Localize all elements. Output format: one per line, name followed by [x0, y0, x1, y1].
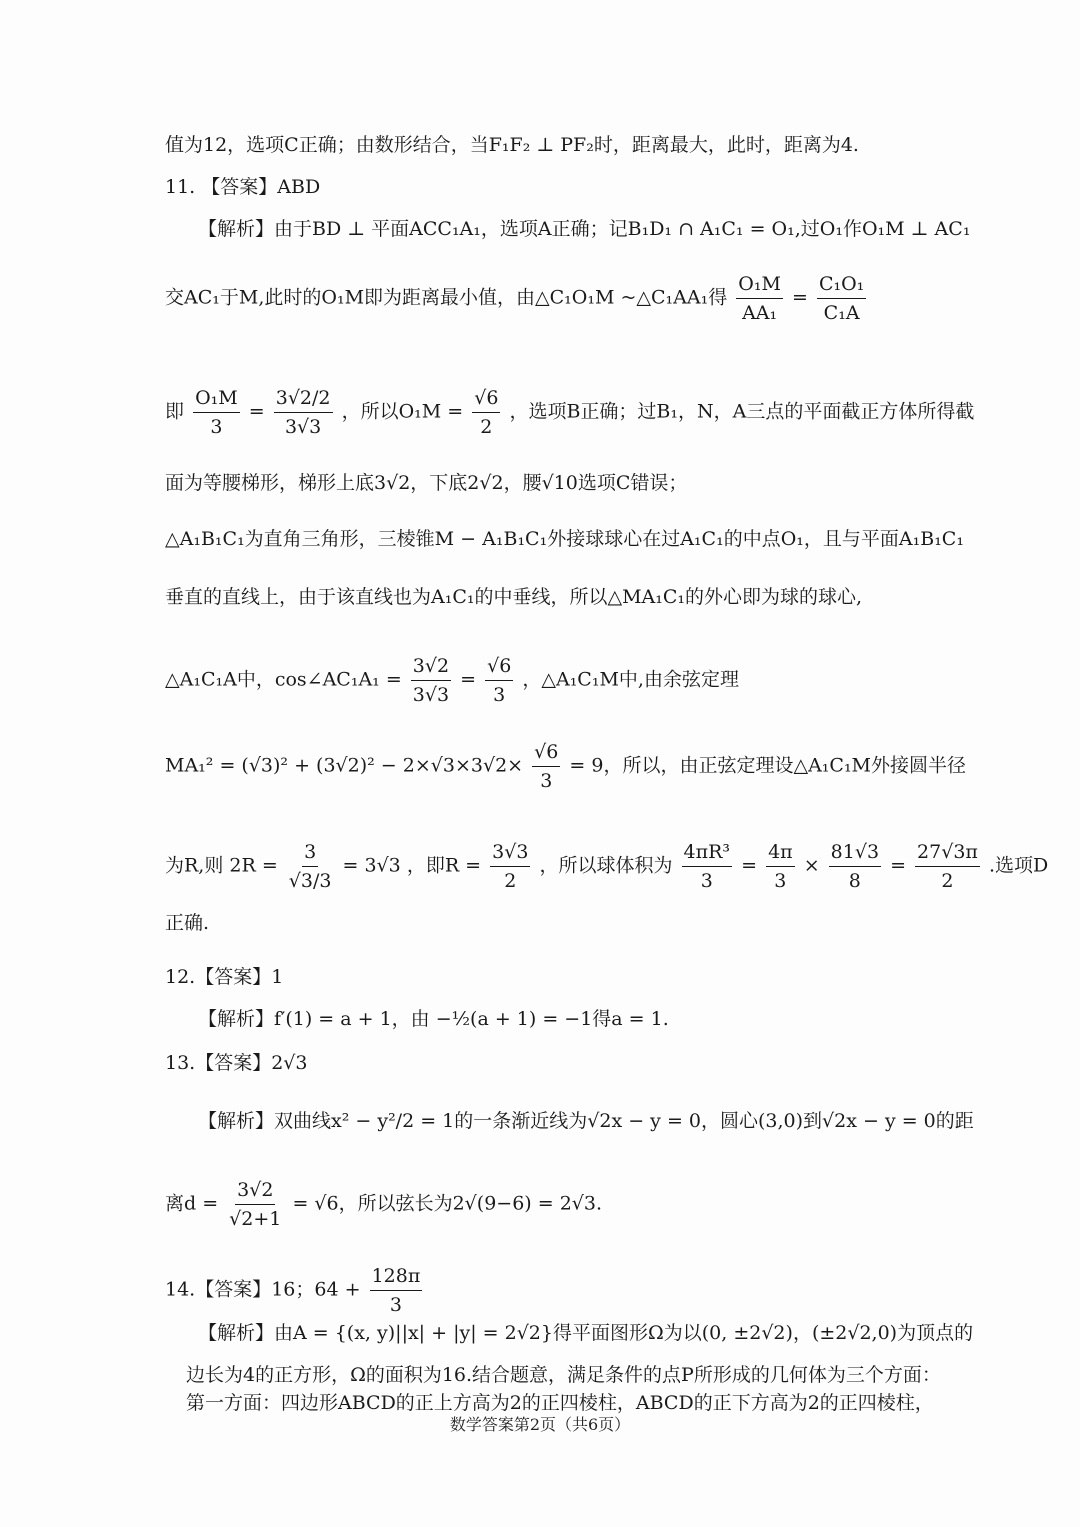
analysis-11-l3a: 即 — [165, 400, 185, 423]
analysis-11-l8a: MA₁² = (√3)² + (3√2)² − 2×√3×3√2× — [165, 754, 524, 777]
answer-14-fraction: $\frac{128\pi}{3}$ — [370, 1262, 423, 1319]
analysis-11-l10: 正确. — [165, 912, 210, 934]
answer-14 — [165, 1262, 955, 1319]
analysis-11-l7b: ，△A₁C₁M中,由余弦定理 — [522, 668, 739, 691]
r-value-fraction: $\frac{3√3}{2}$ — [490, 838, 530, 895]
analysis-11-l7: △A₁C₁A中，cos∠AC₁A₁ = $\frac{3√2}{3√3}$ = $\frac{√6}{3}$ ，△A₁C₁M中,由余弦定理 — [165, 652, 955, 709]
analysis-11-l9c: ，所以球体积为 — [539, 854, 673, 877]
analysis-11-l9: 为R,则 2R = $\frac{3}{√3/3}$ = 3√3 ，即R = $\frac{3√3}{2}$ ，所以球体积为 $\frac{\text{4πR³}}{3}$ = $\frac{4\pi}{3}$ × $\frac{81√3}{8}$ = $\frac{27√3\pi}{2}$ .选项D — [165, 838, 955, 895]
volume-fraction-2: $\frac{4\pi}{3}$ — [766, 838, 795, 895]
analysis-11-l3c: ，选项B正确；过B₁，N，A三点的平面截正方体所得截 — [509, 400, 975, 423]
analysis-13-l2b: = √6，所以弦长为2√(9−6) = 2√3. — [292, 1192, 603, 1215]
analysis-11-l8b: = 9，所以，由正弦定理设△A₁C₁M外接圆半径 — [569, 754, 967, 777]
two-r-fraction: $\frac{3}{√3/3}$ — [287, 838, 334, 895]
cos-left-fraction: $\frac{3√2}{3√3}$ — [411, 652, 451, 709]
analysis-11-l2a: 交AC₁于M,此时的O₁M即为距离最小值，由△C₁O₁M ~△C₁AA₁得 — [165, 286, 728, 309]
sqrt6-over-2-fraction: $\frac{√6}{2}$ — [472, 384, 500, 441]
page-footer: 数学答案第2页（共6页） — [449, 1415, 631, 1434]
volume-fraction-3: $\frac{81√3}{8}$ — [829, 838, 881, 895]
ratio-right-fraction: $\frac{\text{C₁O₁}}{\text{C₁A}}$ — [817, 270, 866, 327]
analysis-14-l2: 边长为4的正方形，Ω的面积为16.结合题意，满足条件的点P所形成的几何体为三个方面： — [186, 1364, 941, 1386]
o1m-over-3-fraction: $\frac{\text{O₁M}}{3}$ — [193, 384, 240, 441]
analysis-13-l2a: 离d = — [165, 1192, 219, 1215]
analysis-11-l7a: △A₁C₁A中，cos∠AC₁A₁ = — [165, 668, 402, 691]
analysis-14-l1: 【解析】由A = {(x, y)||x| + |y| = 2√2}得平面图形Ω为以(0, ±2√2)，(±2√2,0)为顶点的 — [198, 1322, 974, 1344]
analysis-11-l8 — [165, 738, 967, 795]
analysis-11-l9d: .选项D — [988, 854, 1049, 877]
answer-11: 11. 【答案】ABD — [165, 176, 321, 198]
volume-fraction-1: $\frac{\text{4πR³}}{3}$ — [682, 838, 733, 895]
analysis-13-l2 — [165, 1176, 955, 1233]
answer-12: 12.【答案】1 — [165, 966, 284, 988]
analysis-11-l3: 即 $\frac{\text{O₁M}}{3}$ = $\frac{3√2/2}{3√3}$ ，所以O₁M = $\frac{√6}{2}$ ，选项B正确；过B₁，N，A三点的平面截正方体所得截 — [165, 384, 955, 441]
line-p10-end: 值为12，选项C正确；由数形结合，当F₁F₂ ⊥ PF₂时，距离最大，此时，距离为4. — [165, 134, 859, 156]
analysis-11-l4: 面为等腰梯形，梯形上底3√2，下底2√2，腰√10选项C错误； — [165, 472, 688, 494]
answer-14-text: 14.【答案】16；64 + — [165, 1278, 361, 1301]
analysis-11-l2: 交AC₁于M,此时的O₁M即为距离最小值，由△C₁O₁M ~△C₁AA₁得 $\frac{\text{O₁M}}{\text{AA₁}}$ = $\frac{\text{C₁O₁}}{\text{C₁A}}$ — [165, 270, 955, 327]
analysis-11-l6: 垂直的直线上，由于该直线也为A₁C₁的中垂线，所以△MA₁C₁的外心即为球的球心, — [165, 586, 863, 608]
analysis-14-l3: 第一方面：四边形ABCD的正上方高为2的正四棱柱，ABCD的正下方高为2的正四棱柱， — [186, 1392, 934, 1414]
analysis-11-l5: △A₁B₁C₁为直角三角形，三棱锥M − A₁B₁C₁外接球球心在过A₁C₁的中点O₁，且与平面A₁B₁C₁ — [165, 528, 964, 550]
answer-13: 13.【答案】2√3 — [165, 1052, 308, 1074]
ratio-left-fraction: $\frac{\text{O₁M}}{\text{AA₁}}$ — [736, 270, 783, 327]
analysis-11-l9b: = 3√3 ，即R = — [342, 854, 482, 877]
distance-fraction: $\frac{3√2}{√2+1}$ — [227, 1176, 283, 1233]
sqrt6-over-3-fraction: $\frac{√6}{3}$ — [532, 738, 560, 795]
analysis-13-l1: 【解析】双曲线x² − y²/2 = 1的一条渐近线为√2x − y = 0，圆心(3,0)到√2x − y = 0的距 — [198, 1110, 974, 1132]
o1m-ratio-fraction: $\frac{3√2/2}{3√3}$ — [274, 384, 333, 441]
cos-right-fraction: $\frac{√6}{3}$ — [485, 652, 513, 709]
analysis-12: 【解析】f′(1) = a + 1，由 −½(a + 1) = −1得a = 1. — [198, 1008, 669, 1030]
analysis-11-l3b: ，所以O₁M = — [341, 400, 464, 423]
analysis-11-l9a: 为R,则 2R = — [165, 854, 278, 877]
volume-fraction-4: $\frac{27√3\pi}{2}$ — [915, 838, 980, 895]
analysis-11-l1: 【解析】由于BD ⊥ 平面ACC₁A₁，选项A正确；记B₁D₁ ∩ A₁C₁ = O₁,过O₁作O₁M ⊥ AC₁ — [198, 218, 971, 240]
